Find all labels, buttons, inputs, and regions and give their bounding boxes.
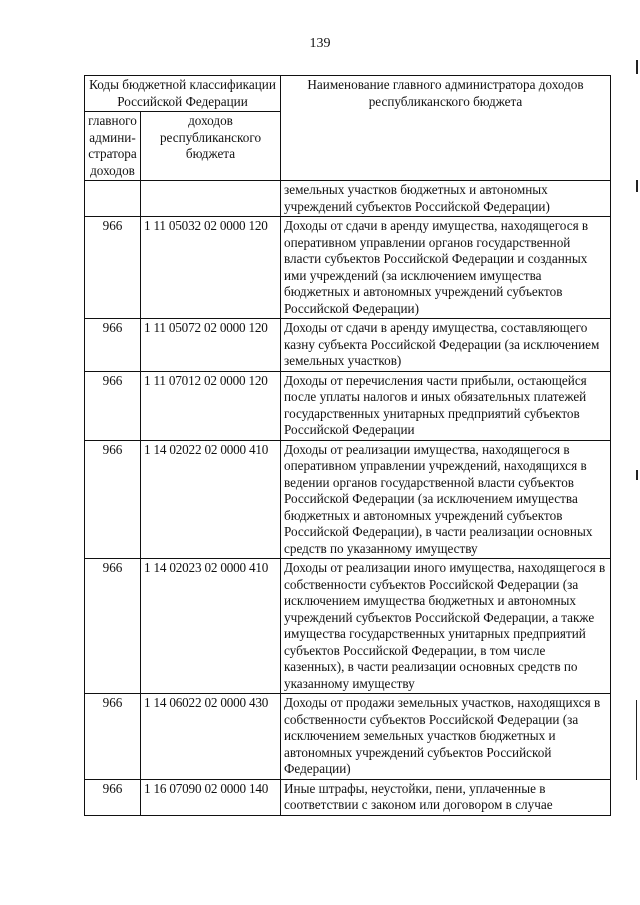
- scan-edge-mark: [636, 180, 638, 192]
- income-name-cell: Доходы от продажи земельных участков, находящихся в собственности субъектов Российской Федерации (за исключением земельных участков бюджетных и автономных учреждений субъектов Российской Федерации): [281, 694, 611, 780]
- admin-code-cell: 966: [85, 440, 141, 559]
- scan-edge-mark: [636, 470, 638, 480]
- income-code-cell: 1 16 07090 02 0000 140: [141, 779, 281, 815]
- header-row-top: [85, 76, 611, 112]
- table-row: [85, 559, 611, 694]
- budget-classification-table: [84, 75, 611, 816]
- scan-edge-mark: [636, 60, 638, 74]
- table-row: [85, 694, 611, 780]
- table-row: [85, 319, 611, 372]
- admin-code-cell: 966: [85, 779, 141, 815]
- income-code-cell: 1 11 05072 02 0000 120: [141, 319, 281, 372]
- admin-code-cell: 966: [85, 319, 141, 372]
- header-administrator-name: Наименование главного администратора доходов республиканского бюджета: [281, 76, 611, 181]
- admin-code-cell: 966: [85, 371, 141, 440]
- header-codes-group: Коды бюджетной классификации Российской Федерации: [85, 76, 281, 112]
- table-row: [85, 779, 611, 815]
- table-row: [85, 371, 611, 440]
- income-name-cell: Доходы от реализации иного имущества, находящегося в собственности субъектов Российской Федерации (за исключением имущества бюджетных и автономных учреждений субъектов Российской Федерации, а также имущества государственных унитарных предприятий субъектов Российской Федерации, в том числе казенных), в части реализации основных средств по указанному имуществу: [281, 559, 611, 694]
- table-row: [85, 181, 611, 217]
- page-number: 139: [309, 36, 331, 51]
- income-code-cell: 1 14 02023 02 0000 410: [141, 559, 281, 694]
- header-income-code: доходов республиканского бюджета: [141, 112, 281, 181]
- income-code-cell: 1 11 05032 02 0000 120: [141, 217, 281, 319]
- table-row: [85, 217, 611, 319]
- income-code-cell: 1 11 07012 02 0000 120: [141, 371, 281, 440]
- admin-code-cell: [85, 181, 141, 217]
- income-name-cell: Доходы от перечисления части прибыли, остающейся после уплаты налогов и иных обязательных платежей государственных унитарных предприятий субъектов Российской Федерации: [281, 371, 611, 440]
- income-name-cell: Иные штрафы, неустойки, пени, уплаченные в соответствии с законом или договором в случае: [281, 779, 611, 815]
- income-name-cell: Доходы от сдачи в аренду имущества, находящегося в оперативном управлении органов государственной власти субъектов Российской Федерации и созданных ими учреждений (за исключением имущества бюджетных и автономных учреждений субъектов Российской Федерации): [281, 217, 611, 319]
- header-admin-code: главного админи-стратора доходов: [85, 112, 141, 181]
- income-code-cell: [141, 181, 281, 217]
- admin-code-cell: 966: [85, 217, 141, 319]
- income-code-cell: 1 14 06022 02 0000 430: [141, 694, 281, 780]
- scan-edge-mark: [636, 700, 637, 780]
- admin-code-cell: 966: [85, 559, 141, 694]
- income-name-cell: Доходы от реализации имущества, находящегося в оперативном управлении учреждений, находящихся в ведении органов государственной власти субъектов Российской Федерации (за исключением имущества бюджетных и автономных учреждений субъектов Российской Федерации), в части реализации основных средств по указанному имуществу: [281, 440, 611, 559]
- income-name-cell: Доходы от сдачи в аренду имущества, составляющего казну субъекта Российской Федерации (за исключением земельных участков): [281, 319, 611, 372]
- income-name-cell: земельных участков бюджетных и автономных учреждений субъектов Российской Федерации): [281, 181, 611, 217]
- table-row: [85, 440, 611, 559]
- income-code-cell: 1 14 02022 02 0000 410: [141, 440, 281, 559]
- admin-code-cell: 966: [85, 694, 141, 780]
